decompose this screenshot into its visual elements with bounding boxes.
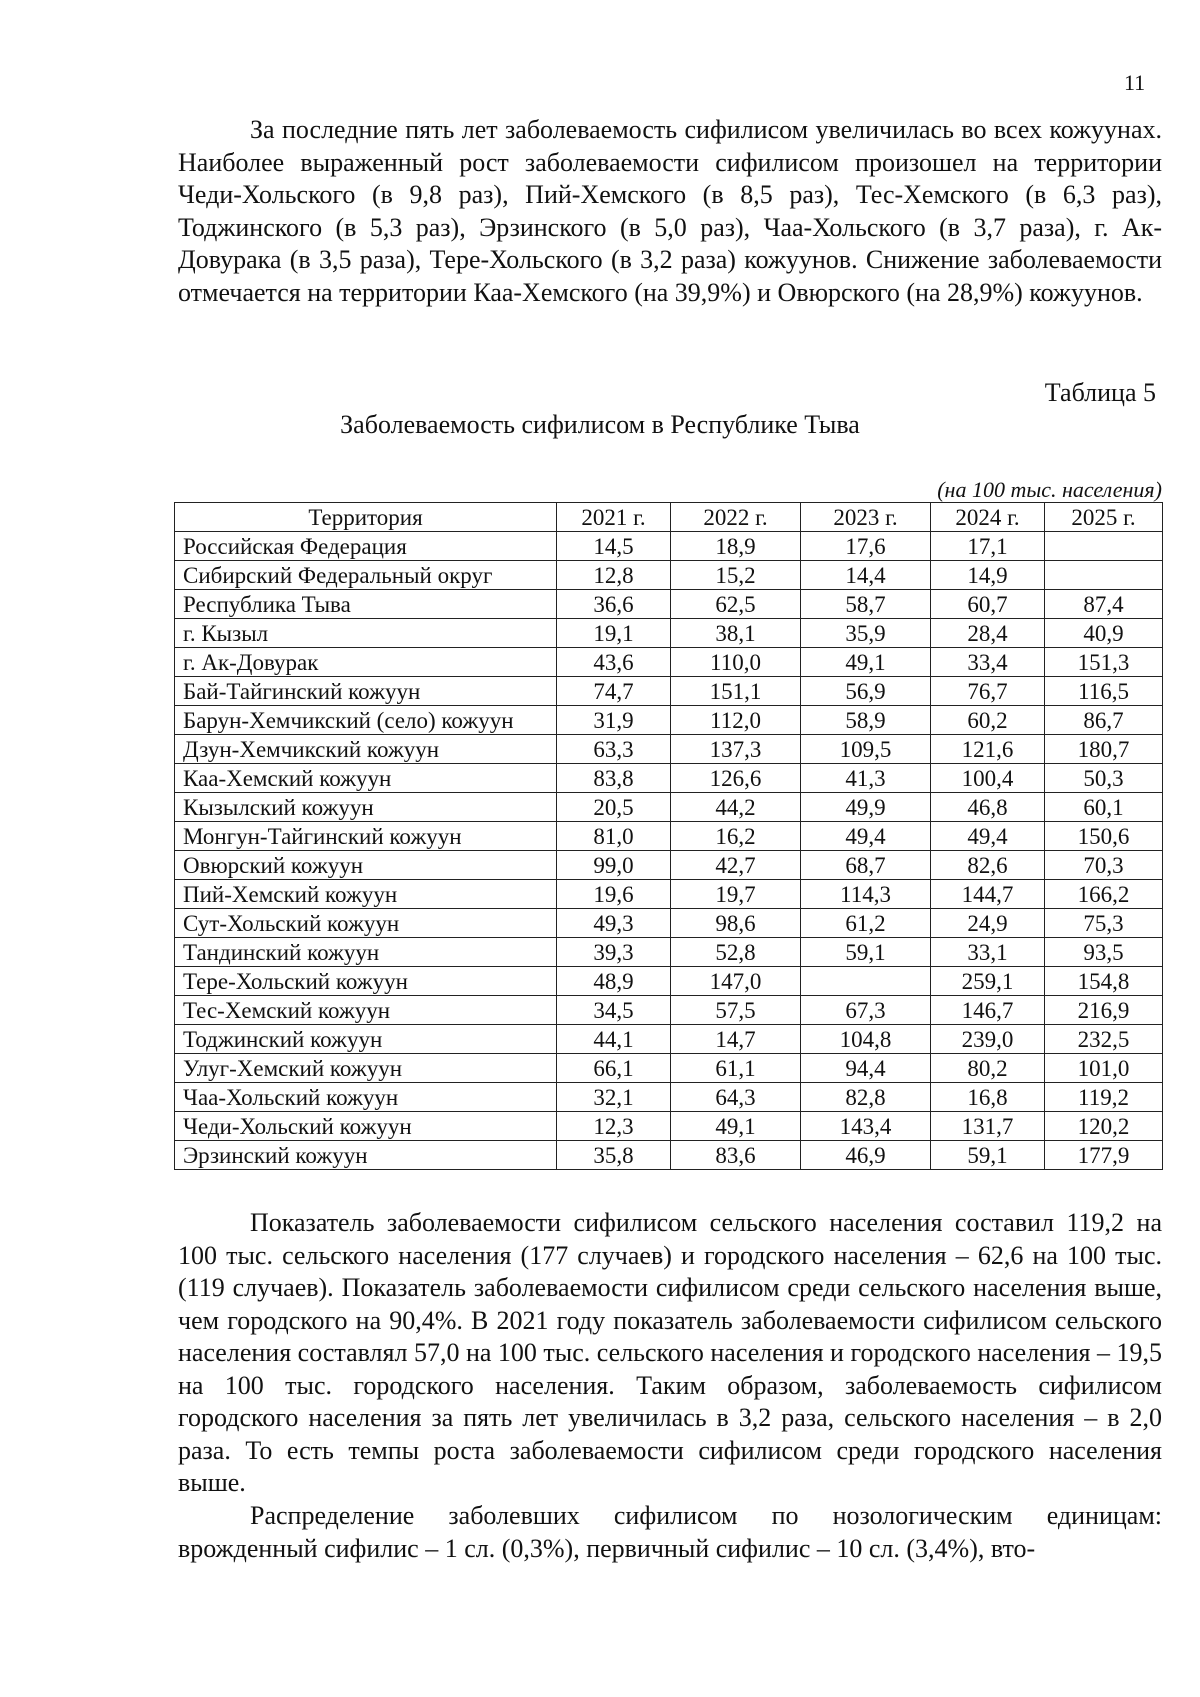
- value-cell: 86,7: [1045, 706, 1163, 735]
- table-header-row: [175, 503, 1163, 532]
- territory-cell: Тес-Хемский кожуун: [175, 996, 557, 1025]
- value-cell: 144,7: [931, 880, 1045, 909]
- header-2024: 2024 г.: [931, 503, 1045, 532]
- value-cell: 66,1: [557, 1054, 671, 1083]
- value-cell: 98,6: [671, 909, 801, 938]
- value-cell: 109,5: [801, 735, 931, 764]
- value-cell: 75,3: [1045, 909, 1163, 938]
- intro-paragraph: За последние пять лет заболеваемость сифилисом увеличилась во всех кожуунах. Наиболее выраженный рост заболеваемости сифилисом произошел на территории Чеди-Хольского (в 9,8 раз), Пий-Хемского (в 8,5 раз), Тес-Хемского (в 6,3 раз), Тоджинского (в 5,3 раз), Эрзинского (в 5,0 раз), Чаа-Хольского (в 3,7 раза), г. Ак-Довурака (в 3,5 раза), Тере-Хольского (в 3,2 раза) кожуунов. Снижение заболеваемости отмечается на территории Каа-Хемского (на 39,9%) и Овюрского (на 28,9%) кожуунов.: [178, 115, 1162, 307]
- value-cell: 150,6: [1045, 822, 1163, 851]
- value-cell: 259,1: [931, 967, 1045, 996]
- value-cell: 14,9: [931, 561, 1045, 590]
- value-cell: 49,1: [671, 1112, 801, 1141]
- table-row: [175, 822, 1163, 851]
- value-cell: 49,9: [801, 793, 931, 822]
- table-row: [175, 648, 1163, 677]
- territory-cell: Пий-Хемский кожуун: [175, 880, 557, 909]
- table-row: [175, 1054, 1163, 1083]
- value-cell: 49,3: [557, 909, 671, 938]
- value-cell: 87,4: [1045, 590, 1163, 619]
- value-cell: 120,2: [1045, 1112, 1163, 1141]
- value-cell: 14,5: [557, 532, 671, 561]
- value-cell: 59,1: [931, 1141, 1045, 1170]
- value-cell: 83,6: [671, 1141, 801, 1170]
- value-cell: 14,4: [801, 561, 931, 590]
- value-cell: 216,9: [1045, 996, 1163, 1025]
- table-row: [175, 619, 1163, 648]
- table-row: [175, 1141, 1163, 1170]
- value-cell: 24,9: [931, 909, 1045, 938]
- value-cell: 52,8: [671, 938, 801, 967]
- value-cell: 61,2: [801, 909, 931, 938]
- value-cell: 68,7: [801, 851, 931, 880]
- value-cell: 59,1: [801, 938, 931, 967]
- value-cell: 44,2: [671, 793, 801, 822]
- page-number: 11: [1124, 70, 1146, 95]
- territory-cell: г. Кызыл: [175, 619, 557, 648]
- territory-cell: Тандинский кожуун: [175, 938, 557, 967]
- territory-cell: Российская Федерация: [175, 532, 557, 561]
- value-cell: 100,4: [931, 764, 1045, 793]
- territory-cell: Тоджинский кожуун: [175, 1025, 557, 1054]
- value-cell: 180,7: [1045, 735, 1163, 764]
- table-label: Таблица 5: [1044, 378, 1156, 407]
- value-cell: 82,8: [801, 1083, 931, 1112]
- value-cell: 39,3: [557, 938, 671, 967]
- value-cell: 119,2: [1045, 1083, 1163, 1112]
- value-cell: 35,8: [557, 1141, 671, 1170]
- territory-cell: Каа-Хемский кожуун: [175, 764, 557, 793]
- rural-urban-paragraph: Показатель заболеваемости сифилисом сельского населения составил 119,2 на 100 тыс. сельского населения (177 случаев) и городского населения – 62,6 на 100 тыс. (119 случаев). Показатель заболеваемости сифилисом среди сельского населения выше, чем городского на 90,4%. В 2021 году показатель заболеваемости сифилисом сельского населения составлял 57,0 на 100 тыс. сельского населения и городского населения – 19,5 на 100 тыс. городского населения. Таким образом, заболеваемость сифилисом городского населения за пять лет увеличилась в 3,2 раза, сельского населения – в 2,0 раза. То есть темпы роста заболеваемости сифилисом среди городского населения выше.: [178, 1208, 1162, 1497]
- value-cell: [801, 967, 931, 996]
- value-cell: 17,6: [801, 532, 931, 561]
- value-cell: 80,2: [931, 1054, 1045, 1083]
- value-cell: 44,1: [557, 1025, 671, 1054]
- table-row: [175, 938, 1163, 967]
- value-cell: 60,2: [931, 706, 1045, 735]
- value-cell: 131,7: [931, 1112, 1045, 1141]
- value-cell: 121,6: [931, 735, 1045, 764]
- value-cell: 20,5: [557, 793, 671, 822]
- value-cell: 112,0: [671, 706, 801, 735]
- table-row: [175, 706, 1163, 735]
- value-cell: 40,9: [1045, 619, 1163, 648]
- territory-cell: Барун-Хемчикский (село) кожуун: [175, 706, 557, 735]
- value-cell: 50,3: [1045, 764, 1163, 793]
- table-row: [175, 851, 1163, 880]
- value-cell: 49,4: [931, 822, 1045, 851]
- table-row: [175, 880, 1163, 909]
- table-title: Заболеваемость сифилисом в Республике Тыва: [340, 410, 860, 439]
- value-cell: 232,5: [1045, 1025, 1163, 1054]
- value-cell: 126,6: [671, 764, 801, 793]
- value-cell: 41,3: [801, 764, 931, 793]
- value-cell: 151,3: [1045, 648, 1163, 677]
- value-cell: 57,5: [671, 996, 801, 1025]
- value-cell: 12,8: [557, 561, 671, 590]
- value-cell: 93,5: [1045, 938, 1163, 967]
- value-cell: 34,5: [557, 996, 671, 1025]
- value-cell: 62,5: [671, 590, 801, 619]
- value-cell: 101,0: [1045, 1054, 1163, 1083]
- table-row: [175, 1112, 1163, 1141]
- value-cell: 81,0: [557, 822, 671, 851]
- value-cell: 154,8: [1045, 967, 1163, 996]
- value-cell: 43,6: [557, 648, 671, 677]
- value-cell: 99,0: [557, 851, 671, 880]
- value-cell: 19,1: [557, 619, 671, 648]
- table-row: [175, 764, 1163, 793]
- table-row: [175, 735, 1163, 764]
- value-cell: 31,9: [557, 706, 671, 735]
- value-cell: 49,4: [801, 822, 931, 851]
- value-cell: 33,1: [931, 938, 1045, 967]
- value-cell: 49,1: [801, 648, 931, 677]
- header-2021: 2021 г.: [557, 503, 671, 532]
- table-row: [175, 532, 1163, 561]
- value-cell: 82,6: [931, 851, 1045, 880]
- table-row: [175, 677, 1163, 706]
- value-cell: 58,7: [801, 590, 931, 619]
- value-cell: 67,3: [801, 996, 931, 1025]
- incidence-table: [174, 502, 1163, 1170]
- value-cell: 239,0: [931, 1025, 1045, 1054]
- value-cell: 64,3: [671, 1083, 801, 1112]
- value-cell: [1045, 561, 1163, 590]
- territory-cell: Республика Тыва: [175, 590, 557, 619]
- territory-cell: Кызылский кожуун: [175, 793, 557, 822]
- value-cell: 61,1: [671, 1054, 801, 1083]
- nosology-paragraph: Распределение заболевших сифилисом по нозологическим единицам: врожденный сифилис – 1 сл. (0,3%), первичный сифилис – 10 сл. (3,4%), вто-: [178, 1501, 1162, 1563]
- table-row: [175, 1025, 1163, 1054]
- value-cell: 48,9: [557, 967, 671, 996]
- table-row: [175, 996, 1163, 1025]
- value-cell: 70,3: [1045, 851, 1163, 880]
- header-2025: 2025 г.: [1045, 503, 1163, 532]
- value-cell: 33,4: [931, 648, 1045, 677]
- value-cell: 14,7: [671, 1025, 801, 1054]
- territory-cell: Тере-Хольский кожуун: [175, 967, 557, 996]
- table-row: [175, 909, 1163, 938]
- value-cell: 19,7: [671, 880, 801, 909]
- value-cell: 104,8: [801, 1025, 931, 1054]
- value-cell: 114,3: [801, 880, 931, 909]
- value-cell: 60,7: [931, 590, 1045, 619]
- value-cell: 46,8: [931, 793, 1045, 822]
- value-cell: 32,1: [557, 1083, 671, 1112]
- territory-cell: Чаа-Хольский кожуун: [175, 1083, 557, 1112]
- value-cell: 83,8: [557, 764, 671, 793]
- value-cell: 143,4: [801, 1112, 931, 1141]
- table-row: [175, 793, 1163, 822]
- value-cell: 146,7: [931, 996, 1045, 1025]
- value-cell: 60,1: [1045, 793, 1163, 822]
- value-cell: 12,3: [557, 1112, 671, 1141]
- value-cell: 15,2: [671, 561, 801, 590]
- header-2022: 2022 г.: [671, 503, 801, 532]
- value-cell: 166,2: [1045, 880, 1163, 909]
- territory-cell: Бай-Тайгинский кожуун: [175, 677, 557, 706]
- value-cell: 56,9: [801, 677, 931, 706]
- value-cell: 38,1: [671, 619, 801, 648]
- value-cell: 58,9: [801, 706, 931, 735]
- header-territory: Территория: [175, 503, 557, 532]
- table-row: [175, 561, 1163, 590]
- territory-cell: Улуг-Хемский кожуун: [175, 1054, 557, 1083]
- value-cell: 147,0: [671, 967, 801, 996]
- value-cell: 18,9: [671, 532, 801, 561]
- table-body: [175, 532, 1163, 1170]
- value-cell: 74,7: [557, 677, 671, 706]
- header-2023: 2023 г.: [801, 503, 931, 532]
- territory-cell: Сут-Хольский кожуун: [175, 909, 557, 938]
- value-cell: 177,9: [1045, 1141, 1163, 1170]
- territory-cell: г. Ак-Довурак: [175, 648, 557, 677]
- value-cell: 16,2: [671, 822, 801, 851]
- value-cell: 16,8: [931, 1083, 1045, 1112]
- value-cell: 28,4: [931, 619, 1045, 648]
- territory-cell: Чеди-Хольский кожуун: [175, 1112, 557, 1141]
- table-row: [175, 1083, 1163, 1112]
- value-cell: 36,6: [557, 590, 671, 619]
- value-cell: 137,3: [671, 735, 801, 764]
- value-cell: 76,7: [931, 677, 1045, 706]
- table-row: [175, 967, 1163, 996]
- value-cell: 42,7: [671, 851, 801, 880]
- territory-cell: Дзун-Хемчикский кожуун: [175, 735, 557, 764]
- value-cell: 94,4: [801, 1054, 931, 1083]
- value-cell: 46,9: [801, 1141, 931, 1170]
- table-units: (на 100 тыс. населения): [937, 477, 1162, 502]
- territory-cell: Монгун-Тайгинский кожуун: [175, 822, 557, 851]
- value-cell: 35,9: [801, 619, 931, 648]
- territory-cell: Эрзинский кожуун: [175, 1141, 557, 1170]
- value-cell: 63,3: [557, 735, 671, 764]
- territory-cell: Овюрский кожуун: [175, 851, 557, 880]
- value-cell: 116,5: [1045, 677, 1163, 706]
- territory-cell: Сибирский Федеральный округ: [175, 561, 557, 590]
- value-cell: 151,1: [671, 677, 801, 706]
- value-cell: 19,6: [557, 880, 671, 909]
- table-row: [175, 590, 1163, 619]
- value-cell: [1045, 532, 1163, 561]
- value-cell: 17,1: [931, 532, 1045, 561]
- value-cell: 110,0: [671, 648, 801, 677]
